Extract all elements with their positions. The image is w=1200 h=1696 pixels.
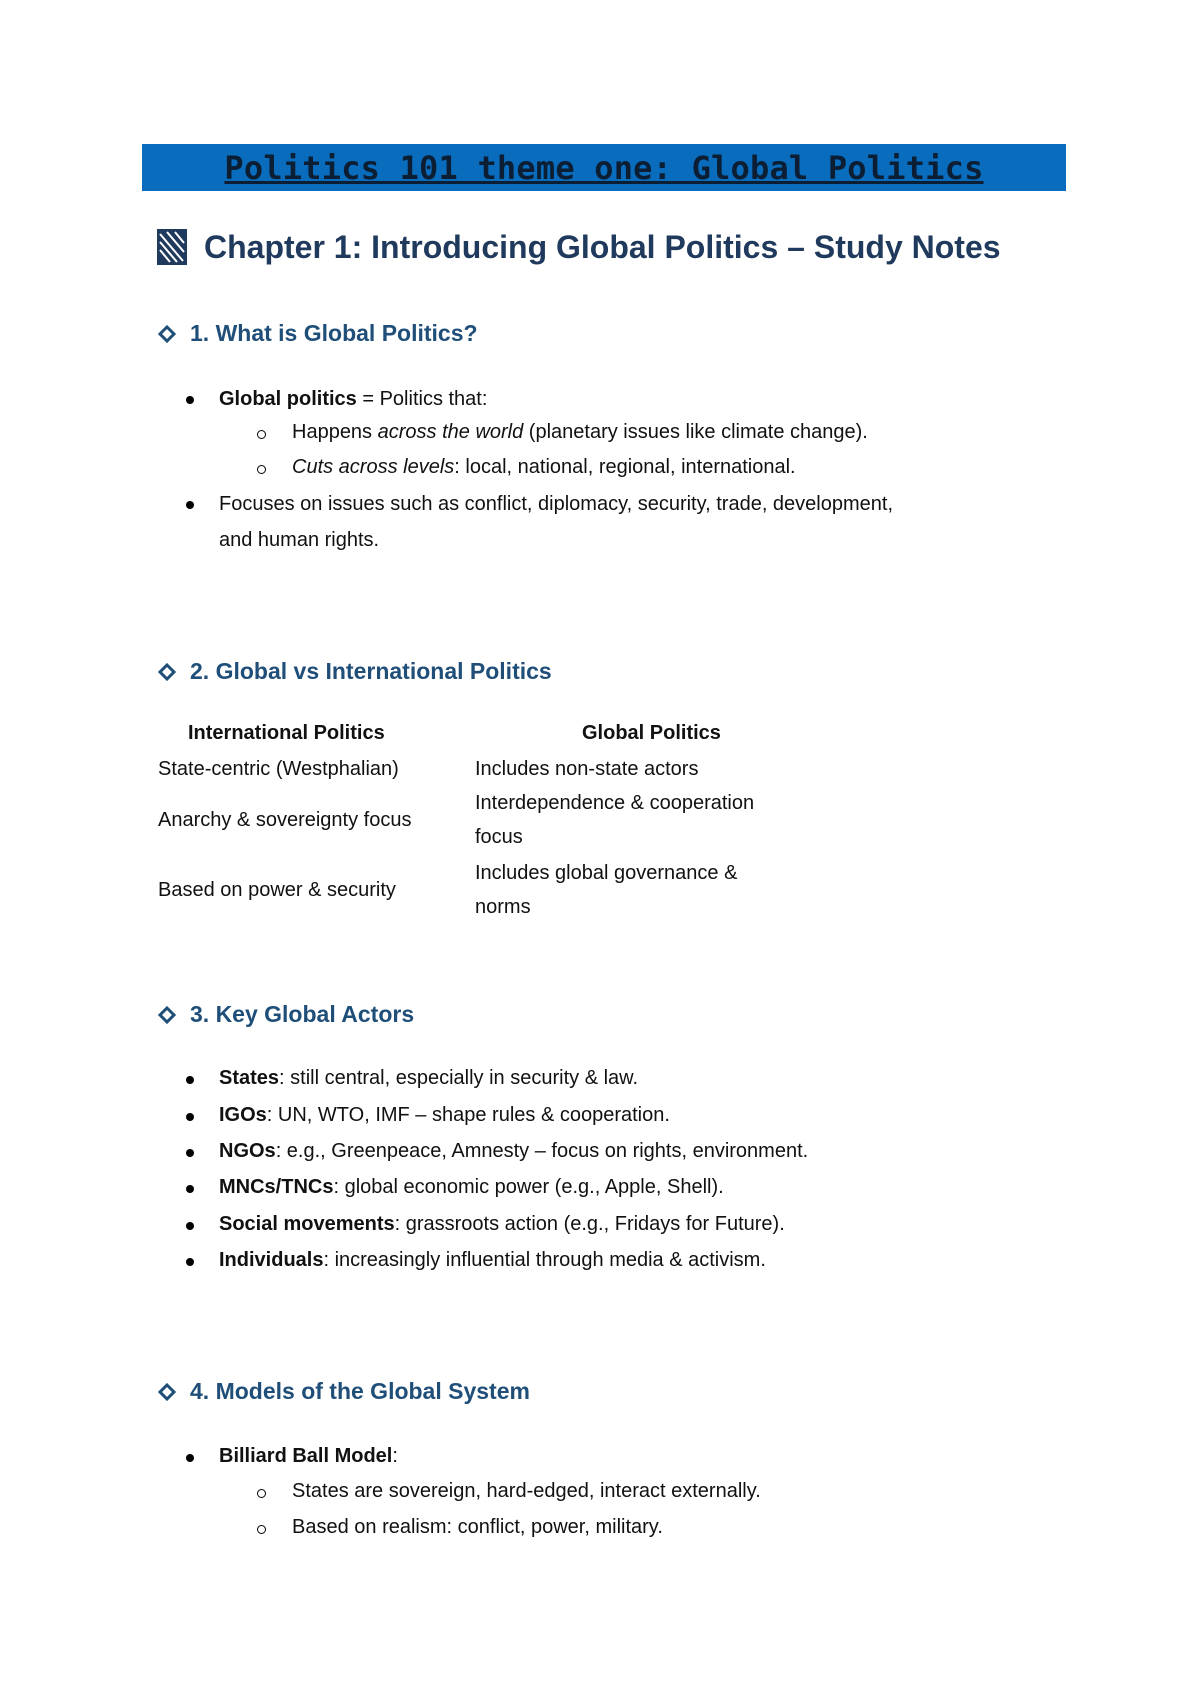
bullet-text: : global economic power (e.g., Apple, Shell). [333, 1176, 724, 1198]
bold-term: IGOs [219, 1104, 267, 1126]
diamond-icon [158, 663, 176, 681]
table-cell: State-centric (Westphalian) [158, 758, 399, 780]
section-title: 4. Models of the Global System [190, 1378, 530, 1404]
table-cell: Anarchy & sovereignty focus [158, 809, 412, 831]
sub-bullet-happens [292, 421, 868, 444]
table-cell: norms [475, 896, 531, 918]
bold-term: Billiard Ball Model [219, 1445, 393, 1467]
sub-bullet-circle [257, 465, 266, 474]
notebook-icon [156, 228, 188, 266]
bullet-global-politics [219, 388, 487, 411]
sub-bullet-circle [257, 430, 266, 439]
bullet-text: : UN, WTO, IMF – shape rules & cooperation. [266, 1104, 670, 1126]
table-header: International Politics [188, 722, 385, 744]
bullet-dot [186, 1454, 194, 1462]
bold-term: Individuals [219, 1249, 324, 1271]
actor-item [219, 1213, 785, 1236]
sub-bullet-circle [257, 1525, 266, 1534]
bullet-dot [186, 396, 194, 404]
sub-bullet-cuts [292, 456, 796, 479]
sub-bullet-realism: Based on realism: conflict, power, military. [292, 1516, 663, 1538]
bullet-dot [186, 1076, 194, 1084]
bullet-text: : increasingly influential through media & activism. [323, 1249, 766, 1271]
bullet-billiard-ball [219, 1445, 398, 1468]
italic-term: Cuts across levels [292, 456, 455, 478]
table-cell: Interdependence & cooperation [475, 792, 755, 814]
bold-term: States [219, 1067, 280, 1089]
bold-term: Global politics [219, 388, 357, 410]
diamond-icon [158, 1383, 176, 1401]
bullet-dot [186, 1185, 194, 1193]
chapter-heading [156, 228, 1001, 266]
section-heading-1 [158, 320, 478, 347]
bullet-dot [186, 1222, 194, 1230]
bold-term: NGOs [219, 1140, 276, 1162]
actor-item [219, 1104, 670, 1127]
table-cell: Includes global governance & [475, 862, 738, 884]
bullet-focuses-line2: and human rights. [219, 529, 380, 551]
title-banner [142, 144, 1066, 191]
chapter-title: Chapter 1: Introducing Global Politics – Study Notes [204, 228, 1001, 265]
bullet-text: : local, national, regional, international. [454, 456, 796, 478]
actor-item [219, 1176, 724, 1199]
actor-item [219, 1140, 808, 1163]
section-title: 1. What is Global Politics? [190, 320, 478, 346]
section-heading-2 [158, 658, 552, 685]
actor-item [219, 1067, 638, 1090]
bullet-dot [186, 501, 194, 509]
section-heading-3 [158, 1001, 414, 1028]
actor-item [219, 1249, 766, 1272]
bullet-dot [186, 1258, 194, 1266]
diamond-icon [158, 1006, 176, 1024]
table-header: Global Politics [582, 722, 721, 744]
table-cell: Based on power & security [158, 879, 396, 901]
bullet-text: : e.g., Greenpeace, Amnesty – focus on rights, environment. [275, 1140, 809, 1162]
section-title: 3. Key Global Actors [190, 1001, 415, 1027]
italic-term: across the world [377, 421, 524, 443]
bullet-text: : [392, 1445, 398, 1467]
bullet-dot [186, 1113, 194, 1121]
section-title: 2. Global vs International Politics [190, 658, 552, 684]
sub-bullet-sovereign: States are sovereign, hard-edged, interact externally. [292, 1480, 761, 1502]
bullet-text: = Politics that: [356, 388, 488, 410]
table-cell: focus [475, 826, 523, 848]
section-heading-4 [158, 1378, 530, 1405]
bullet-text: Happens [292, 421, 378, 443]
bullet-text: : still central, especially in security & law. [279, 1067, 639, 1089]
bold-term: MNCs/TNCs [219, 1176, 334, 1198]
bold-term: Social movements [219, 1213, 395, 1235]
bullet-focuses-line1: Focuses on issues such as conflict, diplomacy, security, trade, development, [219, 493, 894, 515]
table-cell: Includes non-state actors [475, 758, 699, 780]
document-title: Politics 101 theme one: Global Politics [224, 148, 984, 187]
diamond-icon [158, 325, 176, 343]
sub-bullet-circle [257, 1489, 266, 1498]
bullet-text: (planetary issues like climate change). [523, 421, 868, 443]
bullet-dot [186, 1149, 194, 1157]
bullet-text: : grassroots action (e.g., Fridays for Future). [394, 1213, 785, 1235]
